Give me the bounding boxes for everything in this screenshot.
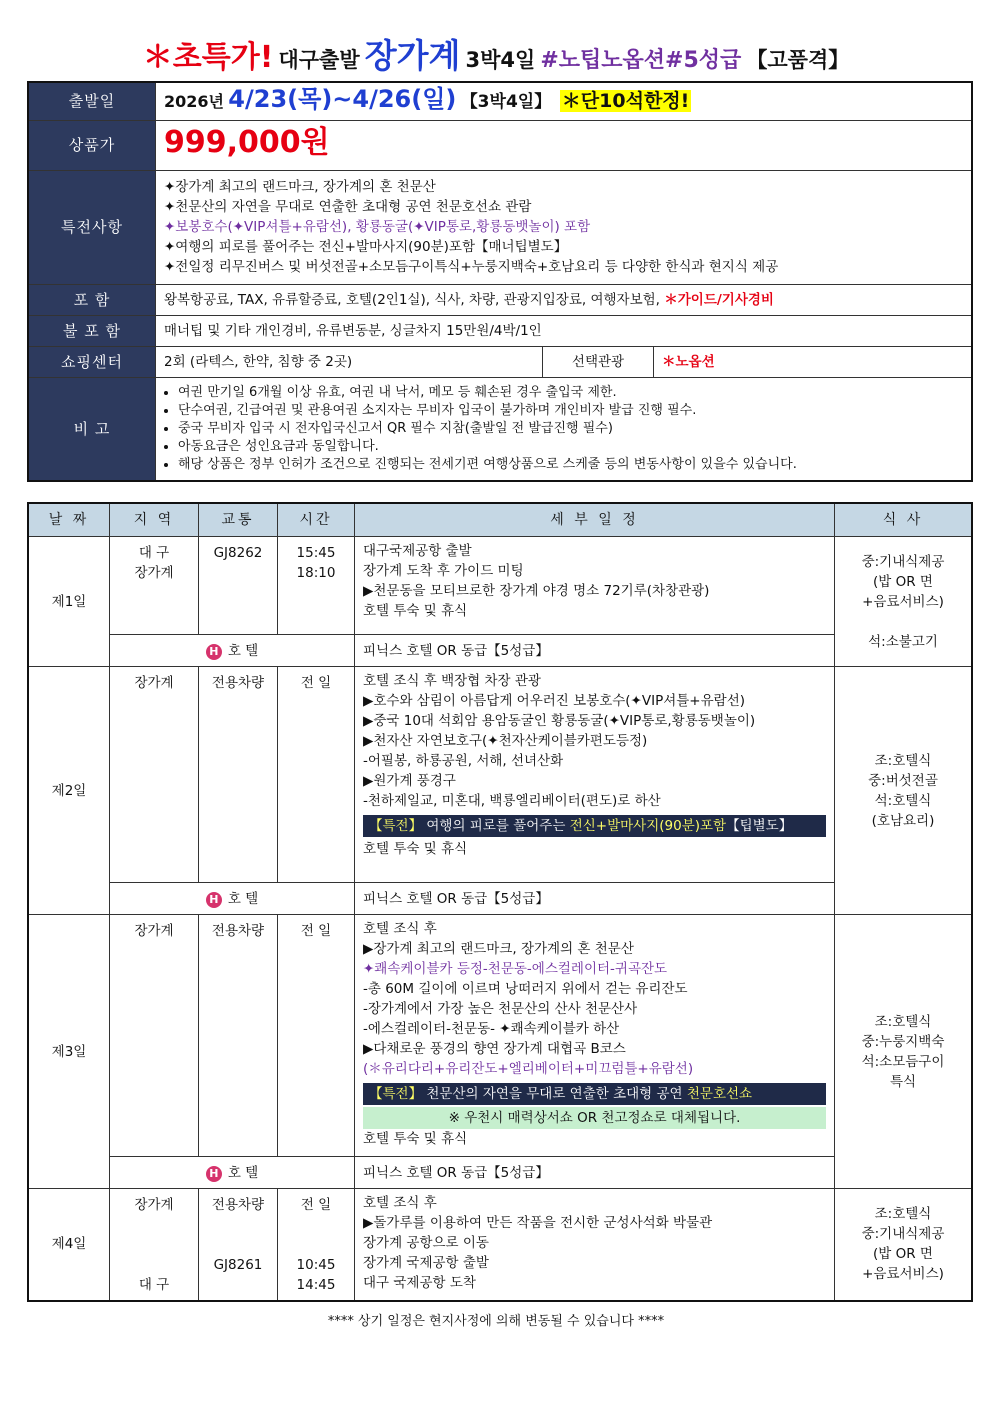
title-special-price: ＊초특가!	[142, 40, 274, 75]
day3-region: 장가계	[110, 915, 199, 1157]
day2-detail: 호텔 조식 후 백장협 차장 관광 ▶호수와 삼림이 아름답게 어우러진 보봉호수(✦VIP셔틀+유람선) ▶중국 10대 석회암 용암동굴인 황룡동굴(✦VIP통로,황룡동뱃놀이) ▶천자산 자연보호구(✦천자산케이블카편도등정) -어필봉, 하룡공원, 서해, 선녀산화 ▶원가계 풍경구 -천하제일교, 미혼대, 백룡엘리베이터(편도)로 하산 【특전】 여행의 피로를 풀어주는 전신+발마사지(90분)포함【팁별도】 호텔 투숙 및 휴식	[355, 667, 835, 883]
note-item: • 해당 상품은 정부 인허가 조건으로 진행되는 전세기편 여행상품으로 스케줄 등의 변동사항이 있을수 있습니다.	[178, 456, 963, 474]
day4-detail: 호텔 조식 후 ▶돌가루를 이용하여 만든 작품을 전시한 군성사석화 박물관 장가계 공항으로 이동 장가계 국제공항 출발 대구 국제공항 도착	[355, 1189, 835, 1301]
day1-region: 대 구 장가계	[110, 537, 199, 635]
day1-hotel-value: 피닉스 호텔 OR 동급【5성급】	[355, 635, 835, 667]
day2-meal: 조:호텔식 중:버섯전골 석:호텔식 (호남요리)	[835, 667, 973, 915]
exclude-label: 불 포 함	[28, 315, 156, 346]
special-item: ✦천문산의 자연을 무대로 연출한 초대형 공연 천문호선쇼 관람	[164, 199, 532, 215]
notes-value	[156, 377, 973, 481]
option-label: 선택관광	[543, 346, 654, 377]
day2-transport: 전용차량	[199, 667, 278, 883]
header-meal: 식 사	[835, 503, 973, 537]
day2-hotel-value: 피닉스 호텔 OR 동급【5성급】	[355, 883, 835, 915]
page-title	[0, 34, 992, 84]
departure-value: 2026년 4/23(목)~4/26(일) 【3박4일】 ＊단10석한정!	[156, 82, 973, 120]
shopping-value: 2회 (라텍스, 한약, 침향 중 2곳)	[156, 346, 543, 377]
day4-label: 제4일	[28, 1189, 110, 1301]
hotel-icon: H	[206, 1166, 222, 1182]
info-table	[27, 81, 973, 482]
day4-time: 전 일 10:45 14:45	[278, 1189, 355, 1301]
header-transport: 교통	[199, 503, 278, 537]
footer-note: **** 상기 일정은 현지사정에 의해 변동될 수 있습니다 ****	[327, 1314, 665, 1329]
title-departure-city: 대구출발	[278, 48, 360, 72]
day2-region: 장가계	[110, 667, 199, 883]
exclude-value: 매너팁 및 기타 개인경비, 유류변동분, 싱글차지 15만원/4박/1인	[156, 315, 973, 346]
hotel-icon: H	[206, 644, 222, 660]
note-item: • 단수여권, 긴급여권 및 관용여권 소지자는 무비자 입국이 불가하며 개인비자 발급 진행 필수.	[178, 402, 963, 420]
include-label: 포 함	[28, 284, 156, 315]
header-detail: 세 부 일 정	[355, 503, 835, 537]
day1-detail: 대구국제공항 출발 장가계 도착 후 가이드 미팅 ▶천문동을 모티브로한 장가계 야경 명소 72기루(차창관광) 호텔 투숙 및 휴식	[355, 537, 835, 635]
day2-special-bar: 【특전】 여행의 피로를 풀어주는 전신+발마사지(90분)포함【팁별도】	[363, 815, 826, 837]
day2-time: 전 일	[278, 667, 355, 883]
title-tags: #노팁노옵션#5성급	[540, 48, 742, 73]
special-item: ✦전일정 리무진버스 및 버섯전골+소모듬구이특식+누룽지백숙+호남요리 등 다양한 한식과 현지식 제공	[164, 259, 779, 275]
day3-label: 제3일	[28, 915, 110, 1189]
day1-time: 15:45 18:10	[278, 537, 355, 635]
day3-hotel-value: 피닉스 호텔 OR 동급【5성급】	[355, 1157, 835, 1189]
seat-limit-badge: ＊단10석한정!	[561, 90, 690, 113]
price-value: 999,000원	[156, 120, 973, 170]
day1-hotel-label: H 호 텔	[110, 635, 355, 667]
title-duration: 3박4일	[465, 48, 536, 72]
notes-label: 비 고	[28, 377, 156, 481]
day4-region: 장가계 대 구	[110, 1189, 199, 1301]
include-value: 왕복항공료, TAX, 유류할증료, 호텔(2인1실), 식사, 차량, 관광지입장료, 여행자보험, ＊가이드/기사경비	[156, 284, 973, 315]
day1-meal: 중:기내식제공 (밥 OR 면 +음료서비스) 석:소불고기	[835, 537, 973, 667]
option-value: ＊노옵션	[654, 346, 973, 377]
special-item: ✦장가계 최고의 랜드마크, 장가계의 혼 천문산	[164, 179, 436, 195]
day1-label: 제1일	[28, 537, 110, 667]
header-date: 날 짜	[28, 503, 110, 537]
day4-meal: 조:호텔식 중:기내식제공 (밥 OR 면 +음료서비스)	[835, 1189, 973, 1301]
title-destination: 장가계	[364, 36, 461, 75]
day3-detail: 호텔 조식 후 ▶장가계 최고의 랜드마크, 장가계의 혼 천문산 ✦쾌속케이블카 등정-천문동-에스컬레이터-귀곡잔도 -총 60M 길이에 이르며 낭떠러지 위에서 걷는 유리잔도 -장가계에서 가장 높은 천문산의 산사 천문산사 -에스컬레이터-천문동- ✦쾌속케이블카 하산 ▶다채로운 풍경의 향연 장가계 대협곡 B코스 (＊유리다리+유리잔도+엘리베이터+미끄럼틀+유람선) 【특전】 천문산의 자연을 무대로 연출한 초대형 공연 천문호선쇼 ※ 우천시 매력상서쇼 OR 천고정쇼로 대체됩니다. 호텔 투숙 및 휴식	[355, 915, 835, 1157]
day2-hotel-label: H 호 텔	[110, 883, 355, 915]
departure-dates: 4/23(목)~4/26(일)	[228, 85, 457, 114]
day3-meal: 조:호텔식 중:누룽지백숙 석:소모듬구이 특식	[835, 915, 973, 1189]
hotel-icon: H	[206, 892, 222, 908]
day3-special-bar: 【특전】 천문산의 자연을 무대로 연출한 초대형 공연 천문호선쇼	[363, 1083, 826, 1105]
schedule-table	[27, 502, 973, 1302]
guide-fee-note: ＊가이드/기사경비	[664, 291, 774, 308]
note-item: • 여권 만기일 6개월 이상 유효, 여권 내 낙서, 메모 등 훼손된 경우 출입국 제한.	[178, 384, 963, 402]
note-item: • 중국 무비자 입국 시 전자입국신고서 QR 필수 지참(출발일 전 발급진행 필수)	[178, 420, 963, 438]
special-label: 특전사항	[28, 170, 156, 284]
day2-label: 제2일	[28, 667, 110, 915]
day4-transport: 전용차량 GJ8261	[199, 1189, 278, 1301]
special-item: ✦보봉호수(✦VIP셔틀+유람선), 황룡동굴(✦VIP통로,황룡동뱃놀이) 포함	[164, 219, 591, 235]
day3-rain-note: ※ 우천시 매력상서쇼 OR 천고정쇼로 대체됩니다.	[363, 1107, 826, 1129]
title-grade: 【고품격】	[746, 48, 850, 72]
special-items	[156, 170, 973, 284]
day1-transport: GJ8262	[199, 537, 278, 635]
special-item: ✦여행의 피로를 풀어주는 전신+발마사지(90분)포함【매너팁별도】	[164, 239, 568, 255]
day3-hotel-label: H 호 텔	[110, 1157, 355, 1189]
header-time: 시간	[278, 503, 355, 537]
note-item: • 아동요금은 성인요금과 동일합니다.	[178, 438, 963, 456]
shopping-label: 쇼핑센터	[28, 346, 156, 377]
departure-label: 출발일	[28, 82, 156, 120]
day3-time: 전 일	[278, 915, 355, 1157]
day3-transport: 전용차량	[199, 915, 278, 1157]
header-region: 지 역	[110, 503, 199, 537]
price-label: 상품가	[28, 120, 156, 170]
